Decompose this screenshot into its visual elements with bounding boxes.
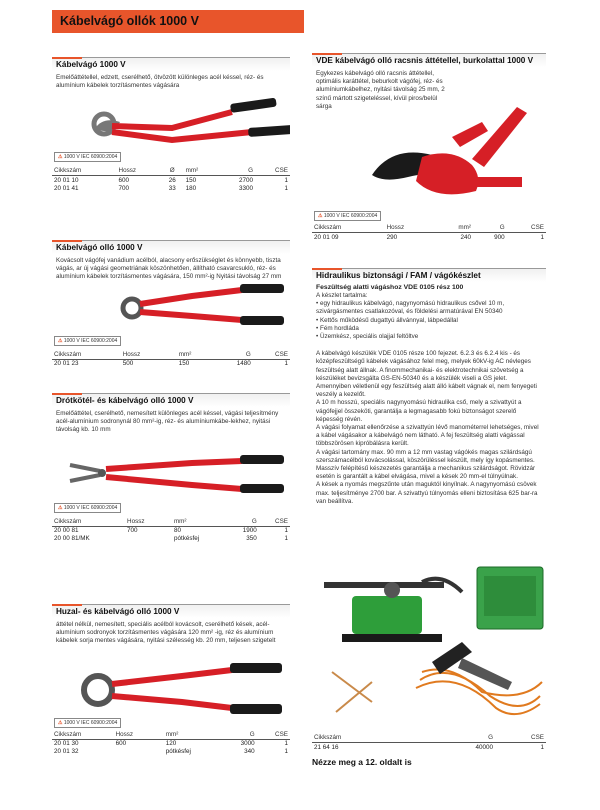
list-item: • Fém hordláda xyxy=(316,325,542,333)
product-vde-racsnis xyxy=(312,53,546,241)
product-title: Kábelvágó olló 1000 V xyxy=(52,240,290,254)
list-item: • Üzemkész, speciális olajjal feltöltve xyxy=(316,333,542,341)
product-image xyxy=(52,435,290,517)
product-body-text xyxy=(312,347,546,506)
product-title: Huzal- és kábelvágó olló 1000 V xyxy=(52,604,290,618)
ratchet-cutter-image xyxy=(312,67,546,223)
vde-badge: ⚠ 1000 V IEC 60900:2004 xyxy=(54,718,121,728)
product-image xyxy=(52,282,290,350)
product-description: áttétel nélkül, nemesített, speciális acélból kovácsolt, cserélhető kések, acél-alumínium sodronyok torzításmentes vágására 120 mm² -ig, réz és alumínium kábelek sorja mentes vágására, nyitási szélesség kb. 20 mm, teljesen szigetelt xyxy=(56,621,276,645)
page-title: Kábelvágó ollók 1000 V xyxy=(52,10,304,33)
product-description: Emelőáttétellel, edzett, cserélhető, ötvözött különleges acél késsel, réz- és alumínium kábelek torzításmentes vágására xyxy=(56,74,264,90)
table-row: 20 01 32 pótkésfej 340 1 xyxy=(54,748,288,756)
table-row: 20 00 81/MK pótkésfej 350 1 xyxy=(54,535,288,543)
paragraph: A 10 m hosszú, speciális nagynyomású hidraulika cső, mely a szivattyút a vágófejjel összeköti, garantálja a legmagasabb fokú biztonságot szerelő képesség révén. xyxy=(316,399,522,423)
product-body xyxy=(312,67,546,223)
product-title: VDE kábelvágó olló racsnis áttétellel, burkolattal 1000 V xyxy=(312,53,546,67)
product-table: Cikkszám Hossz mm² G CSE 20 01 09 290 240 900 1 xyxy=(314,224,544,241)
product-hidraulikus-table xyxy=(312,733,546,751)
list-item: • Kettős működésű dugattyú állvánnyal, lábpedállal xyxy=(316,317,542,325)
table-row: 20 01 30 600 120 3000 1 xyxy=(54,740,288,748)
kit-contents-list xyxy=(312,300,546,341)
paragraph: A vágási folyamat ellenőrzése a szivattyún lévő manométerrel lehetséges, mivel a kábel vágásakor a kábelvágó nem látható. A fej feszültség alatti vágással többszörösen kipróbálásra került. xyxy=(316,424,539,448)
table-row: 20 01 23 500 150 1480 1 xyxy=(54,360,288,368)
product-description: Egykezes kábelvágó olló racsnis áttétellel, optimális karáttétel, beburkolt vágófej, réz- és alumíniumkábelhez, nyitási távolság 25 mm, 2 színű mártott szigeteléssel, kívül piros/belül sárga xyxy=(316,70,445,110)
product-table: Cikkszám G CSE 21 64 16 40000 1 xyxy=(314,734,544,751)
paragraph: A kábelvágó készülék VDE 0105 része 100 fejezet. 6.2.3 és 6.2.4 kis - és középfeszültségű kábelek vágásához felel meg, melyek 60kV-ig AC névleges feszültség alatt állnak. A finommechanikai- és elektrotechnikai szövetség a készüléket bevizsgálta GS-EN-50340 és a készülék viseli a GS jelet. Amennyiben véletlenül egy feszültség alatt álló kábelt vágnak el, nem fenyegeti veszély a kezelőt. xyxy=(316,350,537,399)
vde-badge: ⚠ 1000 V IEC 60900:2004 xyxy=(314,211,381,221)
vde-badge: ⚠ 1000 V IEC 60900:2004 xyxy=(54,503,121,513)
paragraph: A vágási tartomány max. 90 mm a 12 mm vastag vágókés magas szilárdságú szerszámacélból kovácsolással, köszörüléssel készült, mely így kopásmentes. Masszív felépítésű készezetés garantálja a mechanikus szilárdságot. Rövidzár esetén is garantált a kábel elvágása, mivel a kések 20 mm-el túlnyúlnak. xyxy=(316,448,536,481)
vde-badge: ⚠ 1000 V IEC 60900:2004 xyxy=(54,152,121,162)
kit-intro: A készlet tartalma: xyxy=(316,292,368,299)
paragraph: A kések a nyomás megszűnte után maguktól kinyílnak. A nagynyomású csövek max. teljesítménye 2700 bar. A szivattyú túlnyomás elleni biztosítása 625 bar-ra van beállítva. xyxy=(316,481,538,505)
table-row: 20 01 09 290 240 900 1 xyxy=(314,233,544,241)
product-description: Emelőáttétel, cserélhető, nemesített különleges acél késsel, vágási teljesítmény acél-alumínium sodronynál 80 mm²-ig, réz- és alumíniumkábe-lekhez, nyitási távolság kb. 10 mm xyxy=(56,410,279,434)
table-row: 21 64 16 40000 1 xyxy=(314,743,544,751)
table-row: 20 01 10 600 26 150 2700 1 xyxy=(54,176,288,184)
product-table: Cikkszám Hossz mm² G CSE 20 01 30 600 120 3000 1 20 01 32 pótkésfej 340 1 xyxy=(54,730,288,756)
product-kabelvago-ollo-1000v xyxy=(52,240,290,368)
product-title: Drótkötél- és kábelvágó olló 1000 V xyxy=(52,393,290,407)
product-title: Hidraulikus biztonsági / FAM / vágókészlet xyxy=(312,268,546,282)
product-title: Kábelvágó 1000 V xyxy=(52,57,290,71)
product-hidraulikus-keszlet xyxy=(312,268,546,506)
product-huzal-kabelvago xyxy=(52,604,290,756)
product-drotkotel-kabelvago xyxy=(52,393,290,543)
hydraulic-kit-image xyxy=(312,562,548,734)
product-table: Cikkszám Hossz mm² G CSE 20 00 81 700 80 1900 1 20 00 81/MK pótkésfej 350 1 xyxy=(54,517,288,543)
product-kabelvago-1000v xyxy=(52,57,290,192)
product-table: Cikkszám Hossz Ø mm² G CSE 20 01 10 600 26 150 2700 1 20 01 41 700 33 180 3300 1 xyxy=(54,167,288,192)
see-also-note: Nézze meg a 12. oldalt is xyxy=(312,757,412,767)
table-row: 20 00 81 700 80 1900 1 xyxy=(54,527,288,535)
vde-badge: ⚠ 1000 V IEC 60900:2004 xyxy=(54,336,121,346)
product-table: Cikkszám Hossz mm² G CSE 20 01 23 500 150 1480 1 xyxy=(54,350,288,368)
product-image xyxy=(52,646,290,730)
product-image xyxy=(52,90,290,166)
product-description: Kovácsolt vágófej vanádium acélból, alacsony erőszükséglet és könnyebb, tiszta vágás, ar új vágási geometriának köszönhetően, állítható csavarcsukló, réz- és alumínium kábelek torzításmentes vágására, 150 mm²-ig Nyitási távolság 27 mm xyxy=(56,257,282,281)
list-item: • egy hidraulikus kábelvágó, nagynyomású hidraulikus csővel 10 m, szivárgásmentes csatlakozóval, és földelési armatúrával EN 50340 xyxy=(316,300,542,316)
product-subtitle: Feszültség alatti vágáshoz VDE 0105 rész 100 xyxy=(316,284,464,291)
table-row: 20 01 41 700 33 180 3300 1 xyxy=(54,184,288,192)
